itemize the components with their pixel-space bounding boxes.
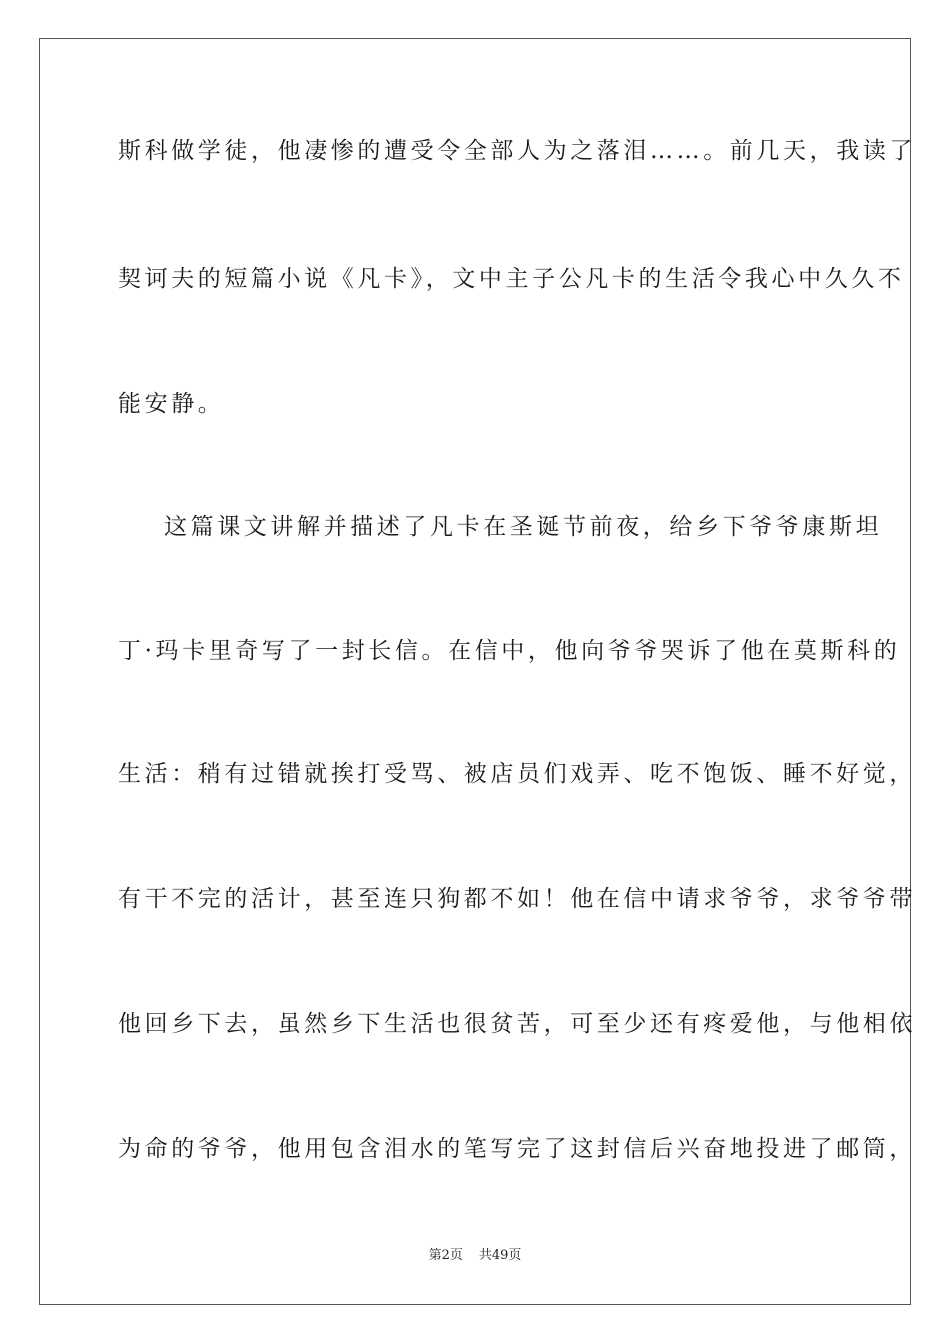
body-text-line-paragraph-start: 这篇课文讲解并描述了凡卡在圣诞节前夜，给乡下爷爷康斯坦 (164, 514, 883, 540)
body-text-line: 丁·玛卡里奇写了一封长信。在信中，他向爷爷哭诉了他在莫斯科的 (118, 638, 901, 664)
body-text-line: 他回乡下去，虽然乡下生活也很贫苦，可至少还有疼爱他，与他相依 (118, 1011, 916, 1037)
body-text-line: 能安静。 (118, 391, 225, 417)
body-text-line: 契诃夫的短篇小说《凡卡》，文中主子公凡卡的生活令我心中久久不 (118, 266, 905, 292)
page-number: 第2页 (428, 1248, 463, 1263)
body-text-line: 生活：稍有过错就挨打受骂、被店员们戏弄、吃不饱饭、睡不好觉， (118, 761, 916, 787)
page-border (39, 38, 916, 1305)
body-text-line: 为命的爷爷，他用包含泪水的笔写完了这封信后兴奋地投进了邮筒， (118, 1136, 916, 1162)
body-text-line: 斯科做学徒，他凄惨的遭受令全部人为之落泪……。前几天，我读了 (118, 138, 916, 164)
body-text-line: 有干不完的活计，甚至连只狗都不如！他在信中请求爷爷，求爷爷带 (118, 886, 916, 912)
page-footer (0, 1247, 950, 1265)
page-total: 共49页 (478, 1248, 522, 1263)
